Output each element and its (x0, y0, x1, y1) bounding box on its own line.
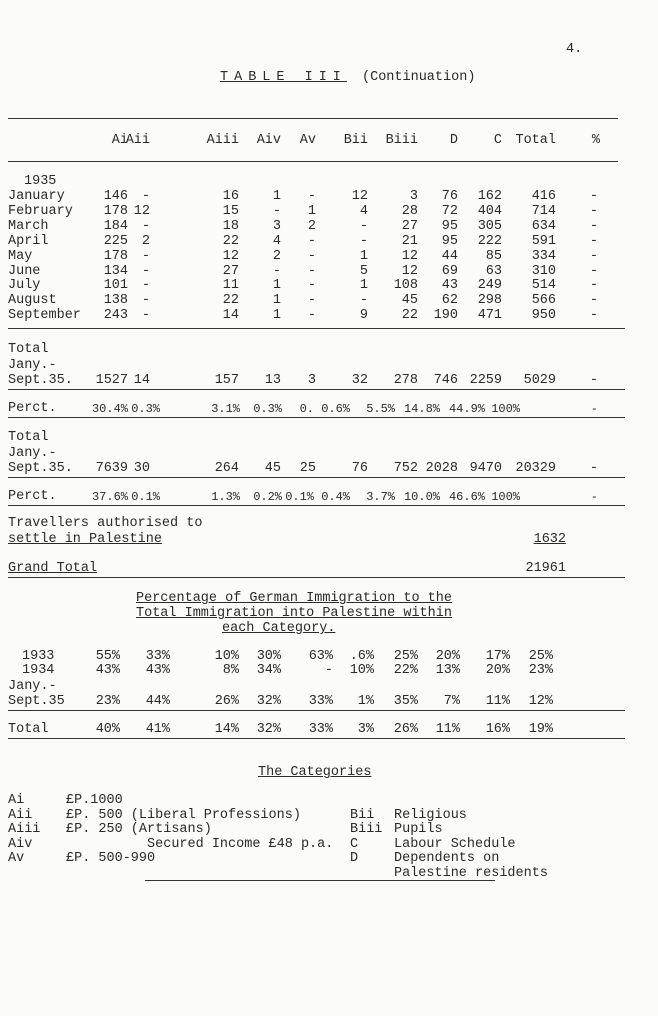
table-cell: 14 (133, 373, 150, 388)
table-cell: 44.9% (448, 402, 485, 416)
table-cell: - (141, 278, 150, 294)
table-cell: 62 (441, 293, 458, 309)
table-cell: 0.2% (253, 490, 282, 504)
pct-cell: 40% (95, 722, 120, 737)
table-cell: 45 (401, 293, 418, 309)
category-code: Aiv (8, 836, 33, 852)
pct-row-label: Jany.- (8, 679, 57, 694)
category-code: Ai (8, 793, 25, 808)
column-header: Ai (111, 133, 128, 148)
table-cell: 44 (441, 248, 458, 264)
table-cell: 950 (531, 308, 556, 324)
table-cell: 264 (214, 461, 239, 476)
table-cell: 12 (401, 263, 418, 279)
table-cell: 28 (401, 203, 418, 219)
table-cell: - (307, 308, 316, 324)
table-cell: 249 (477, 278, 502, 294)
pct-cell: 26% (214, 694, 239, 709)
table-cell: - (359, 293, 368, 309)
table-cell: 0. (299, 402, 314, 416)
category-desc: £P. 250 (Artisans) (66, 822, 212, 837)
column-header: D (449, 133, 458, 148)
table-cell: 334 (531, 248, 556, 264)
table-cell: 1 (359, 278, 368, 294)
month-label: February (8, 203, 73, 219)
table-cell: 63 (485, 263, 502, 279)
table-cell: 2 (272, 248, 281, 264)
pct-row-label: Total (8, 722, 49, 737)
table-cell: 43 (441, 278, 458, 294)
column-header: Aiv (256, 133, 281, 148)
row-rule (8, 389, 625, 390)
pct-cell: 26% (393, 722, 418, 737)
table-cell: 27 (401, 218, 418, 234)
category-desc: Labour Schedule (394, 836, 516, 852)
column-header: % (591, 133, 600, 148)
table-cell: 101 (103, 278, 128, 294)
row-label: Total (8, 342, 49, 357)
table-cell: 69 (441, 263, 458, 279)
column-header: Av (299, 133, 316, 148)
pct-cell: 32% (256, 694, 281, 709)
table-cell: 1 (359, 248, 368, 264)
table-cell: 3 (307, 373, 316, 388)
table-cell: - (590, 402, 598, 416)
table-cell: 3.7% (366, 490, 395, 504)
table-cell: 591 (531, 233, 556, 249)
table-cell: 225 (103, 233, 128, 249)
pct-row-label: Sept.35 (8, 694, 65, 709)
pct-cell: 41% (145, 722, 170, 737)
table-cell: 1.3% (211, 490, 240, 504)
pct-cell: 14% (214, 722, 239, 737)
table-cell: 14 (222, 308, 239, 324)
category-code: D (350, 851, 359, 866)
pct-cell: 7% (443, 694, 460, 709)
table-title: TABLE III (220, 70, 347, 85)
table-cell: 14.8% (403, 402, 440, 416)
table-cell: - (589, 233, 598, 249)
pct-cell: 10% (349, 663, 374, 678)
column-header: Biii (385, 133, 418, 148)
table-cell: 298 (477, 293, 502, 309)
table-cell: 7639 (95, 461, 128, 476)
table-cell: 3.1% (211, 402, 240, 416)
column-header: Bii (343, 133, 368, 148)
table-cell: - (307, 263, 316, 279)
table-cell: 22 (401, 308, 418, 324)
table-cell: - (141, 248, 150, 264)
pct-cell: 20% (485, 663, 510, 678)
table-cell: - (589, 203, 598, 219)
row-label: Total (8, 430, 49, 445)
table-cell: 3 (409, 189, 418, 204)
table-cell: - (141, 293, 150, 309)
table-cell: - (141, 218, 150, 234)
category-code: Bii (350, 807, 375, 823)
table-cell: 404 (477, 203, 502, 219)
column-header: Total (515, 133, 556, 148)
table-cell: 746 (433, 373, 458, 388)
travellers-label: Travellers authorised to (8, 516, 203, 531)
table-cell: - (141, 308, 150, 324)
table-cell: 20329 (515, 461, 556, 476)
table-cell: - (589, 461, 598, 476)
month-label: January (8, 189, 65, 204)
table-cell: 0.6% (321, 402, 350, 416)
table-cell: 12 (351, 189, 368, 204)
month-label: June (8, 263, 41, 279)
year-label: 1935 (24, 174, 57, 189)
pct-cell: 11% (485, 694, 510, 709)
table-cell: 1 (272, 278, 281, 294)
table-cell: 2 (141, 233, 150, 249)
table-cell: 278 (393, 373, 418, 388)
table-cell: 5 (359, 263, 368, 279)
pct-heading: Total Immigration into Palestine within (136, 606, 452, 621)
table-cell: - (589, 308, 598, 324)
table-cell: 190 (433, 308, 458, 324)
pct-cell: 33% (308, 694, 333, 709)
category-desc: Religious (394, 807, 467, 823)
table-cell: 146 (103, 189, 128, 204)
table-cell: 2 (307, 218, 316, 234)
table-cell: 243 (103, 308, 128, 324)
row-rule (8, 328, 625, 329)
table-cell: 72 (441, 203, 458, 219)
category-code: Aiii (8, 822, 41, 837)
table-cell: - (589, 278, 598, 294)
grand-total-label: Grand Total (8, 561, 98, 576)
pct-cell: 23% (95, 694, 120, 709)
category-code: Av (8, 851, 25, 866)
table-cell: - (141, 189, 150, 204)
row-rule (8, 477, 625, 478)
table-cell: - (589, 248, 598, 264)
table-cell: 1 (272, 308, 281, 324)
pct-cell: 30% (256, 649, 281, 664)
table-cell: 310 (531, 263, 556, 279)
month-label: April (8, 233, 49, 249)
pct-cell: 32% (256, 722, 281, 737)
table-cell: 3 (272, 218, 281, 234)
table-cell: - (589, 373, 598, 388)
table-cell: - (272, 263, 281, 279)
table-cell: 100% (491, 490, 520, 504)
column-header: C (493, 133, 502, 148)
table-cell: 5.5% (366, 402, 395, 416)
table-cell: 27 (222, 263, 239, 279)
pct-cell: 20% (435, 649, 460, 664)
table-cell: 134 (103, 263, 128, 279)
table-cell: - (589, 189, 598, 204)
category-code: Aii (8, 807, 33, 823)
pct-cell: 43% (95, 663, 120, 678)
table-cell: 178 (103, 248, 128, 264)
pct-row-label: 1933 (22, 649, 55, 664)
table-cell: - (589, 293, 598, 309)
table-cell: 1 (272, 189, 281, 204)
table-cell: 11 (222, 278, 239, 294)
table-cell: - (307, 233, 316, 249)
table-cell: 1 (307, 203, 316, 219)
table-cell: - (590, 490, 598, 504)
row-rule (8, 417, 625, 418)
pct-cell: 33% (308, 722, 333, 737)
pct-cell: 12% (528, 694, 553, 709)
category-desc: £P.1000 (66, 793, 123, 808)
category-desc: £P. 500 (Liberal Professions) (66, 807, 301, 823)
pct-cell: - (324, 663, 333, 678)
pct-cell: 11% (435, 722, 460, 737)
table-cell: 0.3% (131, 402, 160, 416)
table-cell: 5029 (523, 373, 556, 388)
table-cell: 30 (133, 461, 150, 476)
column-header: Aiii (206, 133, 239, 148)
table-cell: 13 (264, 373, 281, 388)
top-rule (8, 118, 618, 119)
table-cell: 162 (477, 189, 502, 204)
month-label: September (8, 308, 81, 324)
travellers-value: 1632 (533, 532, 566, 547)
table-cell: 178 (103, 203, 128, 219)
table-cell: 184 (103, 218, 128, 234)
table-cell: 1527 (95, 373, 128, 388)
table-cell: 85 (485, 248, 502, 264)
table-cell: - (589, 263, 598, 279)
table-cell: 76 (351, 461, 368, 476)
table-cell: 9470 (469, 461, 502, 476)
categories-title: The Categories (258, 765, 372, 780)
table-cell: 138 (103, 293, 128, 309)
table-cell: 12 (401, 248, 418, 264)
row-label: Perct. (8, 489, 57, 504)
pct-cell: 1% (357, 694, 374, 709)
table-cell: 25 (299, 461, 316, 476)
table-cell: - (272, 203, 281, 219)
table-cell: 10.0% (403, 490, 440, 504)
pct-heading: Percentage of German Immigration to the (136, 591, 452, 606)
row-label: Sept.35. (8, 461, 73, 476)
table-cell: - (141, 263, 150, 279)
column-header: Aii (125, 133, 150, 148)
category-desc: £P. 500-990 (66, 851, 156, 866)
pct-cell: 10% (214, 649, 239, 664)
table-cell: 634 (531, 218, 556, 234)
header-rule (8, 161, 618, 162)
month-label: August (8, 293, 57, 309)
travellers-label: settle in Palestine (8, 532, 162, 547)
table-cell: 95 (441, 218, 458, 234)
table-cell: 1 (272, 293, 281, 309)
month-label: March (8, 218, 49, 234)
table-cell: 21 (401, 233, 418, 249)
table-cell: 566 (531, 293, 556, 309)
month-label: May (8, 248, 33, 264)
table-cell: 32 (351, 373, 368, 388)
table-cell: 12 (222, 248, 239, 264)
pct-cell: 63% (308, 649, 333, 664)
row-rule (8, 505, 625, 506)
category-code: C (350, 836, 359, 852)
table-cell: 471 (477, 308, 502, 324)
category-desc: Palestine residents (394, 865, 548, 881)
pct-cell: 13% (435, 663, 460, 678)
table-cell: 12 (133, 203, 150, 219)
table-cell: 108 (393, 278, 418, 294)
table-cell: 16 (222, 189, 239, 204)
row-rule (8, 710, 625, 711)
category-desc: Dependents on (394, 851, 500, 866)
pct-cell: 35% (393, 694, 418, 709)
table-cell: 9 (359, 308, 368, 324)
table-cell: 2028 (425, 461, 458, 476)
table-cell: 4 (272, 233, 281, 249)
row-label: Sept.35. (8, 373, 73, 388)
pct-heading: each Category. (222, 621, 336, 636)
table-cell: 157 (214, 373, 239, 388)
row-label: Jany.- (8, 445, 57, 461)
pct-row-label: 1934 (22, 663, 55, 678)
table-cell: 514 (531, 278, 556, 294)
pct-cell: 25% (528, 649, 553, 664)
month-label: July (8, 278, 41, 294)
page-number: 4. (566, 42, 583, 57)
row-rule (8, 577, 625, 578)
table-cell: 0.4% (321, 490, 350, 504)
table-cell: 46.6% (448, 490, 485, 504)
table-cell: 15 (222, 203, 239, 219)
pct-cell: 25% (393, 649, 418, 664)
table-cell: 22 (222, 233, 239, 249)
table-cell: - (307, 189, 316, 204)
table-cell: 30.4% (91, 402, 128, 416)
pct-cell: 22% (393, 663, 418, 678)
table-cell: 0.1% (285, 490, 314, 504)
table-cell: - (359, 233, 368, 249)
pct-cell: 17% (485, 649, 510, 664)
table-cell: 22 (222, 293, 239, 309)
pct-cell: 8% (222, 663, 239, 678)
pct-cell: 34% (256, 663, 281, 678)
table-cell: - (307, 248, 316, 264)
category-code: Biii (350, 822, 383, 837)
table-cell: 37.6% (91, 490, 128, 504)
pct-cell: 19% (528, 722, 553, 737)
pct-cell: 43% (145, 663, 170, 678)
table-cell: 2259 (469, 373, 502, 388)
pct-cell: 16% (485, 722, 510, 737)
table-cell: 714 (531, 203, 556, 219)
table-cell: - (307, 293, 316, 309)
row-label: Jany.- (8, 357, 57, 373)
table-cell: 305 (477, 218, 502, 234)
category-desc: Secured Income £48 p.a. (66, 836, 334, 852)
grand-total-value: 21961 (525, 561, 566, 576)
pct-cell: 55% (95, 649, 120, 664)
table-cell: 95 (441, 233, 458, 249)
table-cell: 222 (477, 233, 502, 249)
pct-cell: 33% (145, 649, 170, 664)
table-cell: 18 (222, 218, 239, 234)
row-label: Perct. (8, 401, 57, 416)
pct-cell: .6% (349, 649, 374, 664)
table-cell: 4 (359, 203, 368, 219)
table-cell: 752 (393, 461, 418, 476)
table-cell: 45 (264, 461, 281, 476)
table-cell: 100% (491, 402, 520, 416)
pct-cell: 23% (528, 663, 553, 678)
pct-cell: 44% (145, 694, 170, 709)
table-cell: 416 (531, 189, 556, 204)
row-rule (8, 738, 625, 739)
table-cell: - (359, 218, 368, 234)
table-cell: - (307, 278, 316, 294)
category-desc: Pupils (394, 822, 443, 837)
table-subtitle: (Continuation) (362, 70, 476, 85)
pct-cell: 3% (357, 722, 374, 737)
table-cell: 0.3% (253, 402, 282, 416)
table-cell: 0.1% (131, 490, 160, 504)
table-cell: - (589, 218, 598, 234)
table-cell: 76 (441, 189, 458, 204)
